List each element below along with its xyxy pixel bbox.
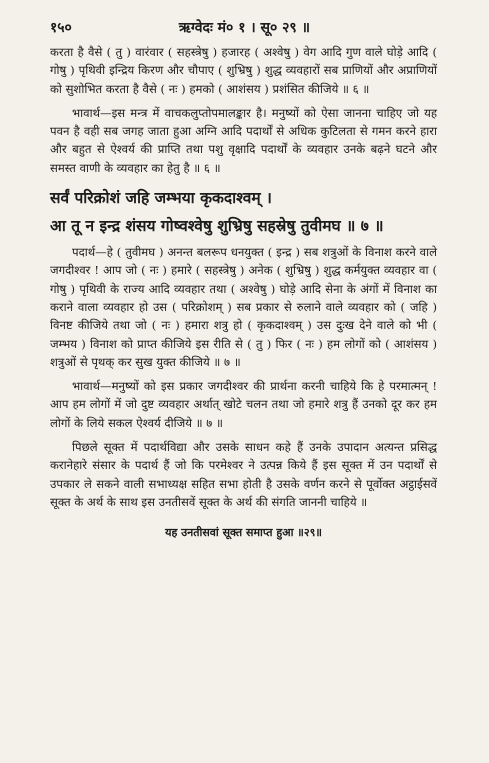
padartha-paragraph: पदार्थ—हे ( तुवीमघ ) अनन्त बलरूप धनयुक्त ( इन्द्र ) सब शत्रुओं के विनाश करने वाले जगदीश्वर ! आप जो ( नः ) हमारे ( सहस्त्रेषु ) अनेक ( शुभ्रिषु ) शुद्ध कर्मयुक्त व्यवहार वा ( गोषु ) पृथिवी के राज्य आदि व्यवहार तथा ( अश्वेषु ) घोड़े आदि सेना के अंगों में विनाश का कराने वाला व्यवहार हो उस ( परिक्रोशम् ) सब प्रकार से रुलाने वाले व्यवहार को ( जहि ) विनष्ट कीजिये तथा जो ( नः ) हमारा शत्रु हो ( कृकदाश्वम् ) उस दुःख देने वाले को भी ( जम्भय ) विनाश को प्राप्त कीजिये इस रीति से ( तु ) फिर ( नः ) हम लोगों को ( आशंसय ) शत्रुओं से पृथक् कर सुख युक्त कीजिये ॥ ७ ॥ xyxy=(50,245,437,369)
running-title: ऋग्वेदः मं० १ । सू० २९ ॥ xyxy=(178,20,310,36)
bhavartha-paragraph: भावार्थ—इस मन्त्र में वाचकलुप्तोपमालङ्कार है। मनुष्यों को ऐसा जानना चाहिए जो यह पवन है वही सब जगह जाता हुआ अग्नि आदि पदार्थों से अधिक कुटिलता से गमन करने हारा और बहुत से ऐश्वर्य की प्राप्ति तथा पशु वृक्षादि पदार्थों के व्यवहार उनके बढ़ने घटने और समस्त वाणी के व्यवहार का हेतु है ॥ ६ ॥ xyxy=(50,105,437,175)
commentary-paragraph: करता है वैसे ( तु ) वारंवार ( सहस्त्रेषु ) हजारह ( अश्वेषु ) वेग आदि गुण वाले घोड़े आदि ( गोषु ) पृथिवी इन्द्रिय किरण और चौपाए ( शुभ्रिषु ) शुद्ध व्यवहारों सब प्राणियों और अप्राणियों को सुशोभित करता है वैसे ( नः ) हमको ( आशंसय ) प्रशंसित कीजिये ॥ ६ ॥ xyxy=(50,45,437,96)
mantra-line-1: सर्वं परिक्रोशं जहि जम्भया कृकदाश्वम् । xyxy=(50,188,272,208)
bhavartha-paragraph-2: भावार्थ—मनुष्यों को इस प्रकार जगदीश्वर की प्रार्थना करनी चाहिये कि हे परमात्मन् ! आप हम लोगों में जो दुष्ट व्यवहार अर्थात् खोटे चलन तथा जो हमारे शत्रु हैं उनको दूर कर हम लोगों के लिये सकल ऐश्वर्य दीजिये ॥ ७ ॥ xyxy=(50,379,437,430)
sukta-summary-paragraph: पिछले सूक्त में पदार्थविद्या और उसके साधन कहे हैं उनके उपादान अत्यन्त प्रसिद्ध करानेहारे संसार के पदार्थ हैं जो कि परमेश्वर ने उत्पन्न किये हैं इस सूक्त में उन पदार्थों से उपकार ले सकने वाली सभाध्यक्ष सहित सभा होती है उसके वर्णन करने से पूर्वोक्त अट्ठाईसवें सूक्त के अर्थ के साथ इस उनतीसवें सूक्त के अर्थ की संगति जाननी चाहिये ॥ xyxy=(50,440,437,509)
sukta-end-note: यह उनतीसवां सूक्त समाप्त हुआ ॥२९॥ xyxy=(165,526,322,540)
mantra-line-2: आ तू न इन्द्र शंसय गोष्वश्वेषु शुभ्रिषु सहस्रेषु तुवीमघ ॥ ७ ॥ xyxy=(50,216,384,236)
page-number: १५० xyxy=(50,20,72,36)
page-header xyxy=(50,18,437,37)
